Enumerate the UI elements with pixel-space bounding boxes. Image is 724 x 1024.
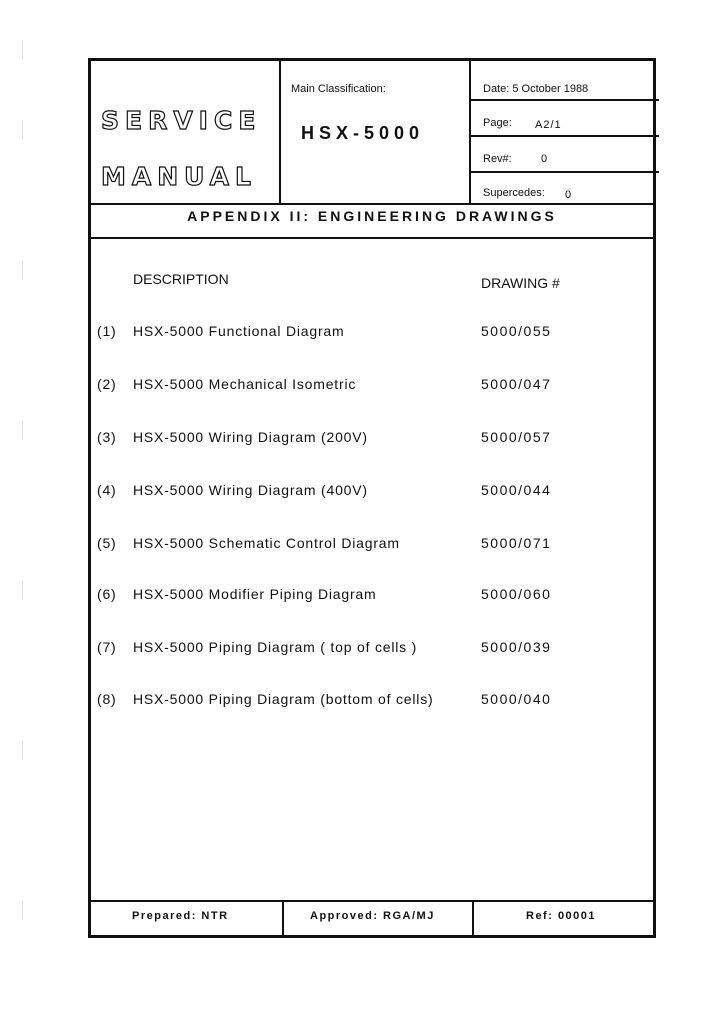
item-description: HSX-5000 Wiring Diagram (400V) xyxy=(133,482,368,498)
document-frame xyxy=(88,58,656,938)
punch-mark xyxy=(22,580,26,600)
item-description: HSX-5000 Wiring Diagram (200V) xyxy=(133,429,368,445)
item-number: (7) xyxy=(97,639,117,655)
item-drawing-number: 5000/047 xyxy=(481,376,552,392)
item-drawing-number: 5000/055 xyxy=(481,323,552,339)
item-description: HSX-5000 Mechanical Isometric xyxy=(133,376,357,392)
header-divider xyxy=(469,61,471,203)
punch-mark xyxy=(22,260,26,280)
date-field: Date: 5 October 1988 xyxy=(483,83,589,95)
punch-mark xyxy=(22,40,26,60)
header-divider xyxy=(469,99,659,101)
item-description: HSX-5000 Piping Diagram (bottom of cells) xyxy=(133,691,434,707)
supercedes-value: 0 xyxy=(565,189,572,201)
item-number: (3) xyxy=(97,429,117,445)
header-block xyxy=(91,61,653,203)
description-header: DESCRIPTION xyxy=(133,271,229,287)
footer-divider xyxy=(472,902,474,938)
reference-number: Ref: 00001 xyxy=(526,910,597,922)
item-drawing-number: 5000/060 xyxy=(481,586,552,602)
prepared-by: Prepared: NTR xyxy=(132,910,229,922)
model-number: HSX-5000 xyxy=(301,123,425,143)
item-number: (1) xyxy=(97,323,117,339)
item-drawing-number: 5000/040 xyxy=(481,691,552,707)
header-divider xyxy=(469,171,659,173)
page-value: A2/1 xyxy=(535,119,562,131)
item-description: HSX-5000 Piping Diagram ( top of cells ) xyxy=(133,639,418,655)
item-number: (5) xyxy=(97,535,117,551)
appendix-title: APPENDIX II: ENGINEERING DRAWINGS xyxy=(187,208,557,224)
item-number: (8) xyxy=(97,691,117,707)
item-number: (4) xyxy=(97,482,117,498)
title-line-1: SERVICE xyxy=(101,106,262,135)
main-classification-label: Main Classification: xyxy=(291,83,386,95)
approved-by: Approved: RGA/MJ xyxy=(310,910,435,922)
item-number: (6) xyxy=(97,586,117,602)
footer-block xyxy=(88,900,656,938)
rev-value: 0 xyxy=(541,153,548,165)
rev-label: Rev#: xyxy=(483,153,512,165)
punch-mark xyxy=(22,740,26,760)
page-label: Page: xyxy=(483,117,512,129)
item-drawing-number: 5000/044 xyxy=(481,482,552,498)
title-line-2: MANUAL xyxy=(101,162,257,191)
item-drawing-number: 5000/039 xyxy=(481,639,552,655)
header-divider xyxy=(279,61,281,203)
drawing-number-header: DRAWING # xyxy=(481,275,560,291)
item-description: HSX-5000 Modifier Piping Diagram xyxy=(133,586,377,602)
item-description: HSX-5000 Functional Diagram xyxy=(133,323,345,339)
item-drawing-number: 5000/057 xyxy=(481,429,552,445)
punch-mark xyxy=(22,900,26,920)
item-drawing-number: 5000/071 xyxy=(481,535,552,551)
supercedes-label: Supercedes: xyxy=(483,187,545,199)
appendix-rule xyxy=(91,237,653,239)
punch-mark xyxy=(22,120,26,140)
item-description: HSX-5000 Schematic Control Diagram xyxy=(133,535,400,551)
punch-mark xyxy=(22,420,26,440)
footer-divider xyxy=(282,902,284,938)
header-divider xyxy=(469,135,659,137)
item-number: (2) xyxy=(97,376,117,392)
manual-title xyxy=(101,93,261,205)
